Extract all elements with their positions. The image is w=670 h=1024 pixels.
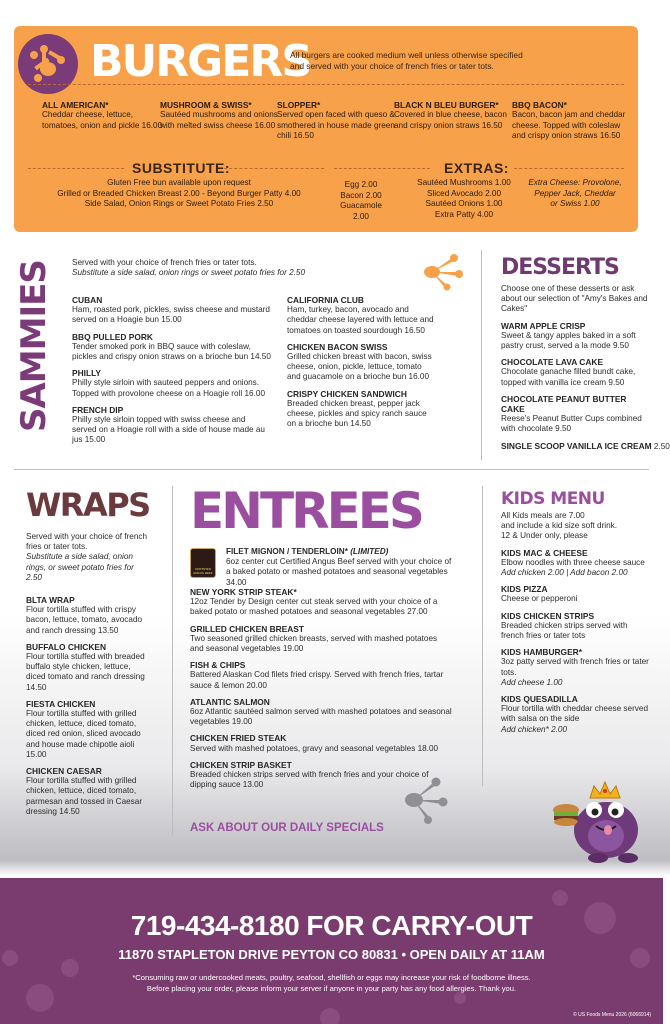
- item-desc: Philly style sirloin with sauteed peppers and onions. Topped with provolone cheese on a Hoagie roll 16.00: [72, 378, 265, 398]
- item-desc: Cheese or pepperoni: [501, 594, 578, 604]
- extras-col: [410, 178, 518, 220]
- footer: [0, 878, 663, 1024]
- desserts-intro: Choose one of these desserts or ask about our selection of "Amy's Bakes and Cakes": [501, 284, 648, 314]
- item-name: WARM APPLE CRISP: [501, 320, 586, 331]
- extras-line: Sliced Avocado 2.00: [426, 188, 502, 198]
- item-desc: Philly style sirloin topped with swiss cheese and served on a Hoagie roll with a side of house made au jus 15.00: [72, 415, 265, 445]
- wraps-intro: [26, 532, 152, 583]
- extras-line: Extra Cheese: Provolone,: [528, 178, 622, 187]
- divider: [28, 168, 124, 169]
- item-name: CHICKEN BACON SWISS: [287, 341, 388, 352]
- daily-specials: ASK ABOUT OUR DAILY SPECIALS: [190, 822, 384, 834]
- extras-line: or Swiss 1.00: [550, 199, 600, 209]
- kids-intro-line: 12 & Under only, please: [501, 531, 588, 541]
- item-desc: 6oz Atlantic sautéed salmon served with mashed potatoes and seasonal vegetables 19.00: [190, 707, 452, 727]
- item-desc: Flour tortilla stuffed with grilled chicken, lettuce, diced tomato, parmesan and tossed in Caesar dressing 14.50: [26, 776, 143, 816]
- item-name: BLACK N BLEU BURGER*: [394, 100, 499, 110]
- item-desc: Flour tortilla stuffed with crispy bacon, lettuce, tomato, avocado and ranch dressing 13.50: [26, 605, 143, 635]
- menu-item: [190, 624, 452, 655]
- item-extra: Add chicken 2.00 | Add bacon 2.00: [501, 568, 628, 578]
- menu-item: [72, 405, 272, 446]
- entrees-list: [190, 587, 452, 796]
- menu-item: [287, 389, 435, 430]
- item-name: CUBAN: [72, 295, 103, 305]
- item-desc: Flour tortilla with cheddar cheese served with salsa on the side: [501, 704, 648, 724]
- burger-item: [394, 100, 516, 131]
- item-desc: Covered in blue cheese, bacon and crispy onion straws 16.50: [394, 110, 507, 130]
- item-name: CHICKEN FRIED STEAK: [190, 733, 287, 744]
- item-desc: Flour tortilla stuffed with breaded buffalo style chicken, lettuce, diced tomato and ranch dressing 14.50: [26, 652, 145, 692]
- burger-item: [42, 100, 164, 131]
- burgers-note: All burgers are cooked medium well unless otherwise specified and served with your choice of french fries or tater tots.: [290, 50, 523, 71]
- menu-item: [501, 548, 649, 579]
- divider: [482, 486, 483, 786]
- item-name: KIDS HAMBURGER*: [501, 647, 582, 658]
- sammies-intro-text: Served with your choice of french fries or tater tots.: [72, 258, 257, 267]
- kids-intro-line: and include a kid size soft drink.: [501, 521, 618, 531]
- item-name: KIDS QUESADILLA: [501, 694, 578, 705]
- divider: [224, 168, 324, 169]
- divider: [481, 250, 482, 460]
- item-name: BBQ PULLED PORK: [72, 331, 153, 342]
- menu-item: [287, 295, 435, 336]
- extras-line: Guacamole 2.00: [340, 201, 382, 221]
- item-name: CHOCOLATE PEANUT BUTTER CAKE: [501, 393, 627, 415]
- frog-foot-icon: [396, 774, 448, 824]
- item-desc: 12oz Tender by Design center cut steak served with your choice of a baked potato or mashed potatoes and seasonal vegetables 27.00: [190, 597, 438, 617]
- extras-line: Sautéed Onions 1.00: [425, 199, 503, 209]
- item-desc: Ham, roasted pork, pickles, swiss cheese and mustard served on a Hoagie bun 15.00: [72, 305, 270, 325]
- sammies-intro: [72, 258, 372, 279]
- menu-item: [501, 647, 649, 688]
- kids-section: [501, 489, 649, 741]
- menu-item: [287, 342, 435, 383]
- item-desc: Two seasoned grilled chicken breasts, served with mashed potatoes and seasonal vegetables 19.00: [190, 633, 438, 654]
- extras-line: Bacon 2.00: [340, 190, 382, 200]
- menu-item: [501, 440, 670, 452]
- item-name: FILET MIGNON / TENDERLOIN*: [226, 547, 348, 556]
- item-name: SLOPPER*: [277, 100, 321, 110]
- frog-foot-logo-icon: [18, 34, 78, 94]
- menu-item: [26, 766, 152, 817]
- item-desc: Reese's Peanut Butter Cups combined with chocolate 9.50: [501, 414, 642, 434]
- item-desc: Elbow noodles with three cheese sauce: [501, 557, 645, 567]
- item-desc: Sautéed mushrooms and onions with melted swiss cheese 16.00: [160, 110, 278, 130]
- item-name: FIESTA CHICKEN: [26, 698, 96, 709]
- wraps-title: WRAPS: [26, 486, 150, 524]
- item-name: KIDS MAC & CHEESE: [501, 547, 588, 558]
- desserts-title: DESSERTS: [501, 255, 619, 280]
- item-name: BUFFALO CHICKEN: [26, 641, 107, 652]
- sammies-left-col: [72, 295, 272, 452]
- menu-item: [72, 332, 272, 363]
- desserts-section: [501, 255, 670, 458]
- menu-item: [190, 733, 452, 753]
- sammies-intro-sub: Substitute a side salad, onion rings or sweet potato fries for 2.50: [72, 268, 306, 278]
- item-desc: Served with mashed potatoes, gravy and seasonal vegetables 18.00: [190, 743, 439, 753]
- extras-line: Sautéed Mushrooms 1.00: [417, 178, 511, 187]
- item-desc: Grilled chicken breast with bacon, swiss cheese, onion, pickle, lettuce, tomato and guacamole on a brioche bun 16.00: [287, 352, 432, 382]
- substitute-line: Grilled or Breaded Chicken Breast 2.00 - Beyond Burger Patty 4.00: [57, 188, 301, 198]
- substitute-line: Side Salad, Onion Rings or Sweet Potato Fries 2.50: [84, 199, 274, 209]
- item-name: CALIFORNIA CLUB: [287, 295, 364, 305]
- item-desc: Breaded chicken breast, pepper jack cheese, pickles and spicy ranch sauce on a brioche bun 14.50: [287, 398, 427, 429]
- item-name: CHICKEN STRIP BASKET: [190, 759, 292, 770]
- frog-foot-icon: [418, 250, 464, 290]
- kids-title: KIDS MENU: [501, 489, 605, 509]
- burger-item: [160, 100, 282, 131]
- certified-angus-beef-badge-icon: [190, 548, 216, 578]
- menu-item: [26, 699, 152, 760]
- item-name: ALL AMERICAN*: [42, 100, 109, 110]
- menu-item: [501, 321, 651, 352]
- frog-mascot-icon: [548, 768, 650, 866]
- item-desc: Chocolate ganache filled bundt cake, topped with vanilla ice cream 9.50: [501, 367, 636, 387]
- item-desc: Sweet & tangy apples baked in a soft pastry crust, served a la mode 9.50: [501, 330, 636, 351]
- item-desc: Flour tortilla stuffed with grilled chicken, lettuce, diced tomato, diced red onion, sliced avocado and house made chipotle aioli 15.00: [26, 709, 141, 759]
- disclaimer: Before placing your order, please inform your server if anyone in your party has any food allergies. Thank you.: [146, 984, 517, 993]
- menu-item: [501, 394, 651, 435]
- carryout-phone: 719-434-8180 FOR CARRY-OUT: [130, 910, 533, 941]
- item-desc: Ham, turkey, bacon, avocado and cheddar cheese layered with lettuce and tomatoes on toasted sourdough 16.50: [287, 305, 434, 335]
- item-name: FRENCH DIP: [72, 404, 124, 415]
- item-desc: Tender smoked pork in BBQ sauce with coleslaw, pickles and crispy onion straws on a brioche bun 14.50: [72, 341, 271, 362]
- burger-item: [512, 100, 630, 142]
- item-desc: 3oz patty served with french fries or tater tots.: [501, 657, 649, 677]
- item-name: BBQ BACON*: [512, 100, 567, 110]
- item-desc: Breaded chicken strips served with french fries and your choice of dipping sauce 13.00: [190, 770, 429, 790]
- substitute-line: Gluten Free bun available upon request: [107, 178, 251, 187]
- divider: [14, 469, 649, 470]
- item-name: FISH & CHIPS: [190, 660, 246, 671]
- kids-intro-line: All Kids meals are 7.00: [501, 511, 585, 520]
- item-name: CHOCOLATE LAVA CAKE: [501, 357, 604, 368]
- item-desc: Battered Alaskan Cod filets fried crispy. Served with french fries, tartar sauce & lemon 20.00: [190, 670, 444, 690]
- item-desc: 2.50: [653, 441, 670, 451]
- item-desc: Breaded chicken strips served with french fries or tater tots: [501, 620, 628, 641]
- menu-item: [501, 584, 649, 604]
- copyright: © US Foods Menu 2026 (6066914): [573, 1012, 651, 1018]
- burgers-title: BURGERS: [90, 36, 311, 87]
- menu-item: [190, 660, 452, 691]
- divider: [172, 486, 173, 836]
- extras-col: [332, 180, 390, 222]
- extras-line: Pepper Jack, Cheddar: [534, 188, 616, 198]
- menu-item: [26, 642, 152, 693]
- wraps-intro-text: Served with your choice of french fries or tater tots.: [26, 532, 148, 552]
- sammies-right-col: [287, 295, 435, 435]
- menu-item: [190, 587, 452, 618]
- item-name: SINGLE SCOOP VANILLA ICE CREAM: [501, 440, 652, 451]
- menu-item: [72, 368, 272, 399]
- address: 11870 STAPLETON DRIVE PEYTON CO 80831 • OPEN DAILY AT 11AM: [118, 947, 545, 962]
- divider: [334, 168, 430, 169]
- badge-label: CERTIFIED ANGUS BEEF: [193, 567, 213, 575]
- item-name: NEW YORK STRIP STEAK*: [190, 587, 297, 597]
- item-name: KIDS PIZZA: [501, 584, 548, 595]
- menu-item: [190, 697, 452, 728]
- burger-item: [277, 100, 399, 142]
- item-tag: (LIMITED): [350, 547, 389, 556]
- item-name: CRISPY CHICKEN SANDWICH: [287, 388, 407, 399]
- menu-item: [72, 295, 272, 326]
- item-desc: Cheddar cheese, lettuce, tomatoes, onion and pickle 16.00: [42, 110, 163, 130]
- sammies-title: SAMMIES: [14, 260, 54, 432]
- extras-line: Extra Patty 4.00: [434, 209, 494, 219]
- item-extra: Add cheese 1.00: [501, 677, 563, 687]
- item-name: GRILLED CHICKEN BREAST: [190, 623, 304, 634]
- menu-item: [501, 611, 649, 642]
- menu-item: [501, 357, 651, 388]
- substitute-list: [34, 178, 324, 210]
- item-name: BLTA WRAP: [26, 595, 75, 606]
- disclaimer: *Consuming raw or undercooked meats, poultry, seafood, shellfish or eggs may increase your risk of foodborne illness.: [132, 973, 531, 982]
- item-name: PHILLY: [72, 368, 102, 379]
- menu-item: [226, 547, 458, 588]
- wraps-intro-sub: Substitute a side salad, onion rings, or sweet potato fries for 2.50: [26, 552, 134, 582]
- divider: [28, 84, 624, 85]
- divider: [514, 168, 624, 169]
- extras-title: EXTRAS:: [444, 160, 509, 176]
- item-name: ATLANTIC SALMON: [190, 696, 270, 707]
- item-desc: 6oz center cut Certified Angus Beef served with your choice of a baked potato or mashed potatoes and seasonal vegetables 34.00: [226, 557, 452, 587]
- entrees-title: ENTREES: [190, 482, 422, 540]
- menu-item: [501, 694, 649, 735]
- item-name: CHICKEN CAESAR: [26, 766, 102, 777]
- item-name: MUSHROOM & SWISS*: [160, 100, 252, 110]
- wraps-section: [26, 486, 152, 823]
- menu-item: [26, 595, 152, 636]
- item-extra: Add chicken* 2.00: [501, 724, 567, 734]
- item-desc: Bacon, bacon jam and cheddar cheese. Topped with coleslaw and crispy onion straws 16.50: [512, 110, 626, 141]
- extras-line: Egg 2.00: [344, 180, 378, 189]
- extras-col: [520, 178, 630, 210]
- item-desc: Served open faced with queso & smothered in house made green chili 16.50: [277, 110, 395, 141]
- burgers-panel: [14, 26, 638, 232]
- item-name: KIDS CHICKEN STRIPS: [501, 610, 595, 621]
- substitute-title: SUBSTITUTE:: [132, 160, 231, 176]
- kids-intro: [501, 511, 649, 542]
